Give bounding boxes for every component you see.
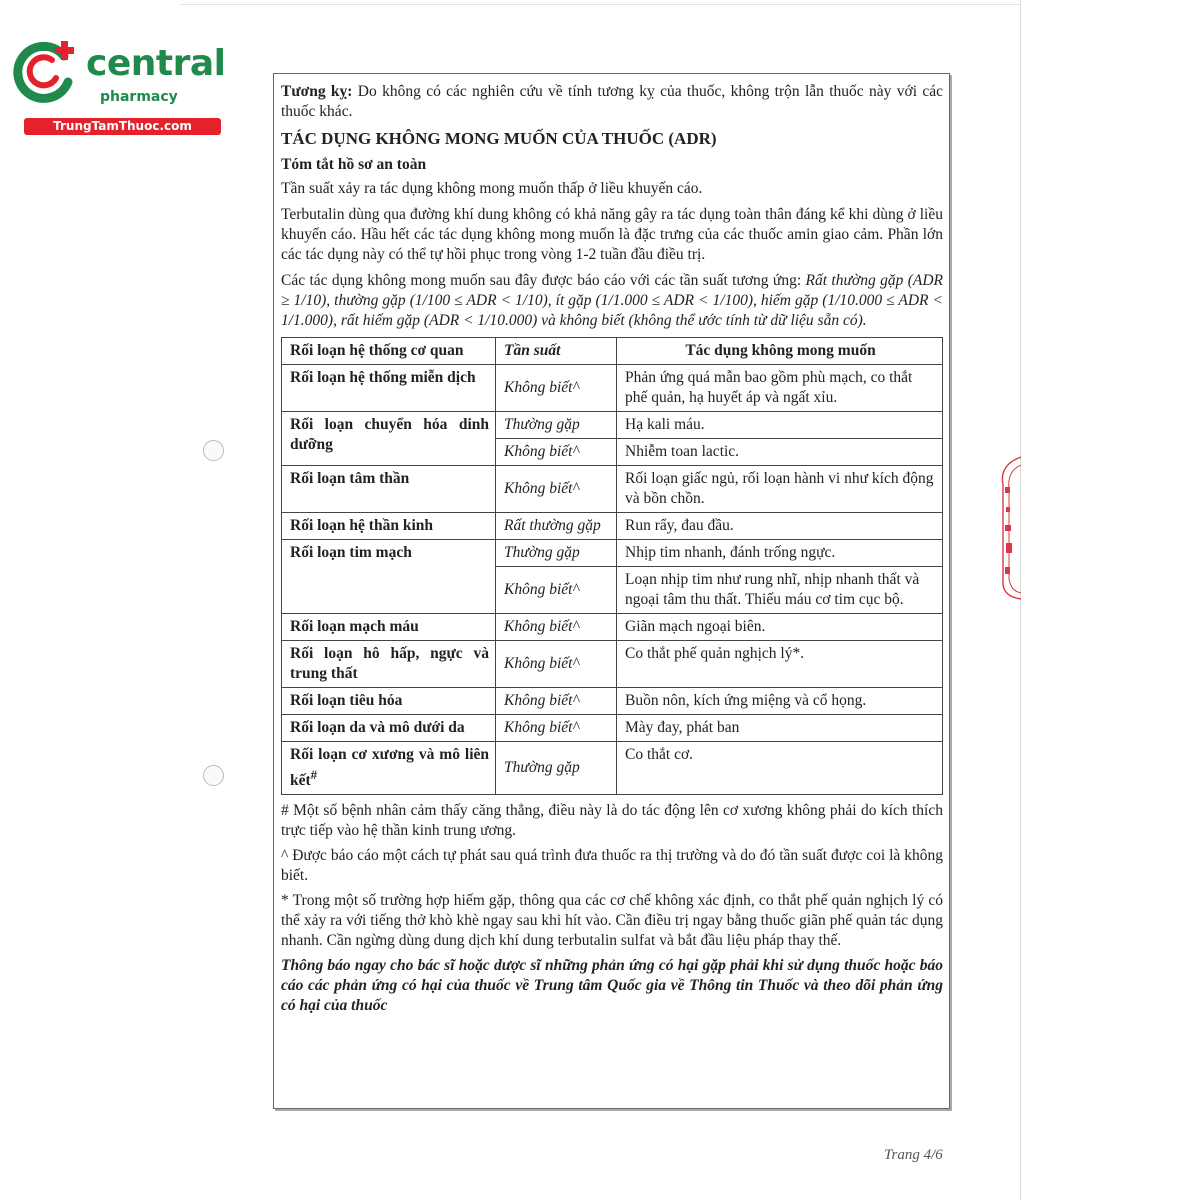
organ-cell: Rối loạn hệ thống miễn dịch — [282, 365, 496, 412]
column-header-effect: Tác dụng không mong muốn — [617, 338, 943, 365]
table-row — [282, 365, 943, 412]
effect-cell: Run rẩy, đau đầu. — [617, 513, 943, 540]
effect-cell: Co thắt cơ. — [617, 742, 943, 795]
organ-cell: Rối loạn tim mạch — [282, 540, 496, 614]
table-row — [282, 412, 943, 439]
effect-cell: Loạn nhịp tim như rung nhĩ, nhịp nhanh thất và ngoại tâm thu thất. Thiếu máu cơ tim cục bộ. — [617, 567, 943, 614]
frequency-cell: Không biết^ — [496, 567, 617, 614]
organ-cell: Rối loạn hệ thần kinh — [282, 513, 496, 540]
effect-cell: Nhiễm toan lactic. — [617, 439, 943, 466]
table-row — [282, 513, 943, 540]
frequency-cell: Thường gặp — [496, 412, 617, 439]
incompatibility-paragraph — [281, 82, 943, 122]
systemic-effects-paragraph: Terbutalin dùng qua đường khí dung không có khả năng gây ra tác dụng toàn thân đáng kể khi dùng ở liều khuyến cáo. Hầu hết các tác dụng không mong muốn là đặc trưng của các thuốc amin giao cảm. Phần lớn các tác dụng này có thể tự hồi phục trong vòng 1-2 tuần đầu điều trị. — [281, 206, 943, 263]
table-row — [282, 742, 943, 795]
effect-cell: Mày đay, phát ban — [617, 715, 943, 742]
table-row — [282, 614, 943, 641]
frequency-cell: Thường gặp — [496, 742, 617, 795]
effect-cell: Rối loạn giấc ngủ, rối loạn hành vi như kích động và bồn chồn. — [617, 466, 943, 513]
frequency-cell: Không biết^ — [496, 365, 617, 412]
frequency-definitions-text: Rất thường gặp (ADR ≥ 1/10), thường gặp (1/100 ≤ ADR < 1/10), ít gặp (1/1.000 ≤ ADR < 1/100), hiếm gặp (1/10.000 ≤ ADR < 1/1.000), rất hiếm gặp (ADR < 1/10.000) và không biết (không thể ước tính từ dữ liệu sẵn có). — [281, 272, 943, 329]
footnote-caret: ^ Được báo cáo một cách tự phát sau quá trình đưa thuốc ra thị trường và do đó tần suất được coi là không biết. — [281, 847, 943, 885]
effect-cell: Nhịp tim nhanh, đánh trống ngực. — [617, 540, 943, 567]
organ-cell: Rối loạn tiêu hóa — [282, 688, 496, 715]
logo-sub-text: pharmacy — [100, 89, 178, 105]
organ-cell: Rối loạn chuyển hóa dinh dưỡng — [282, 412, 496, 466]
table-row — [282, 466, 943, 513]
page-number: Trang 4/6 — [884, 1147, 943, 1163]
organ-cell: Rối loạn da và mô dưới da — [282, 715, 496, 742]
table-header-row — [282, 338, 943, 365]
organ-cell-text: Rối loạn cơ xương và mô liên kết — [290, 746, 489, 790]
frequency-cell: Rất thường gặp — [496, 513, 617, 540]
logo-brand-text: central — [86, 43, 226, 84]
frequency-lead-text: Các tác dụng không mong muốn sau đây được báo cáo với các tần suất tương ứng: — [281, 272, 806, 289]
incompatibility-text: Do không có các nghiên cứu về tính tương kỵ của thuốc, không trộn lẫn thuốc này với các thuốc khác. — [281, 83, 943, 120]
document-content — [281, 82, 943, 1022]
table-row — [282, 540, 943, 567]
frequency-cell: Không biết^ — [496, 641, 617, 688]
punch-hole-icon — [203, 440, 224, 461]
punch-hole-icon — [203, 765, 224, 786]
organ-cell: Rối loạn tâm thần — [282, 466, 496, 513]
footnote-star: * Trong một số trường hợp hiếm gặp, thông qua các cơ chế không xác định, co thắt phế quản nghịch lý có thể xảy ra với tiếng thở khò khè ngay sau khi hít vào. Cần điều trị ngay bằng thuốc giãn phế quản tác dụng nhanh. Cần ngừng dùng dung dịch khí dung terbutalin sulfat và bắt đầu liệu pháp thay thế. — [281, 892, 943, 950]
top-edge-rule — [180, 4, 1020, 5]
effect-cell: Giãn mạch ngoại biên. — [617, 614, 943, 641]
column-header-frequency: Tần suất — [496, 338, 617, 365]
central-pharmacy-logo[interactable] — [12, 38, 226, 138]
frequency-cell: Không biết^ — [496, 439, 617, 466]
column-header-organ: Rối loạn hệ thống cơ quan — [282, 338, 496, 365]
red-stamp-fragment-icon — [995, 455, 1021, 600]
incompatibility-label: Tương kỵ: — [281, 83, 353, 100]
effect-cell: Phản ứng quá mẫn bao gồm phù mạch, co thắt phế quản, hạ huyết áp và ngất xỉu. — [617, 365, 943, 412]
effect-cell: Hạ kali máu. — [617, 412, 943, 439]
closing-notice: Thông báo ngay cho bác sĩ hoặc dược sĩ những phản ứng có hại gặp phải khi sử dụng thuốc hoặc báo cáo các phản ứng có hại của thuốc về Trung tâm Quốc gia về Thông tin Thuốc và theo dõi phản ứng có hại của thuốc — [281, 957, 943, 1015]
effect-cell: Buồn nôn, kích ứng miệng và cổ họng. — [617, 688, 943, 715]
organ-cell-footnote-mark: # — [310, 767, 318, 782]
central-logo-icon — [12, 38, 78, 104]
adr-table — [281, 337, 943, 795]
table-row — [282, 715, 943, 742]
frequency-cell: Không biết^ — [496, 715, 617, 742]
footnote-hash: # Một số bệnh nhân cảm thấy căng thẳng, điều này là do tác động lên cơ xương không phải do kích thích trực tiếp vào hệ thần kinh trung ương. — [281, 802, 943, 840]
effect-cell: Co thắt phế quản nghịch lý*. — [617, 641, 943, 688]
frequency-cell: Không biết^ — [496, 466, 617, 513]
frequency-cell: Không biết^ — [496, 688, 617, 715]
page-right-edge — [1020, 0, 1021, 1200]
adr-section-title: TÁC DỤNG KHÔNG MONG MUỐN CỦA THUỐC (ADR) — [281, 129, 717, 148]
table-row — [282, 688, 943, 715]
table-row — [282, 641, 943, 688]
organ-cell: Rối loạn hô hấp, ngực và trung thất — [282, 641, 496, 688]
organ-cell: Rối loạn mạch máu — [282, 614, 496, 641]
safety-summary-title: Tóm tắt hồ sơ an toàn — [281, 156, 427, 173]
frequency-cell: Thường gặp — [496, 540, 617, 567]
organ-cell — [282, 742, 496, 795]
frequency-paragraph: Tần suất xảy ra tác dụng không mong muốn thấp ở liều khuyến cáo. — [281, 180, 703, 197]
logo-url-badge[interactable]: TrungTamThuoc.com — [24, 118, 221, 135]
frequency-cell: Không biết^ — [496, 614, 617, 641]
footnotes — [281, 801, 943, 951]
frequency-definitions-paragraph — [281, 271, 943, 331]
